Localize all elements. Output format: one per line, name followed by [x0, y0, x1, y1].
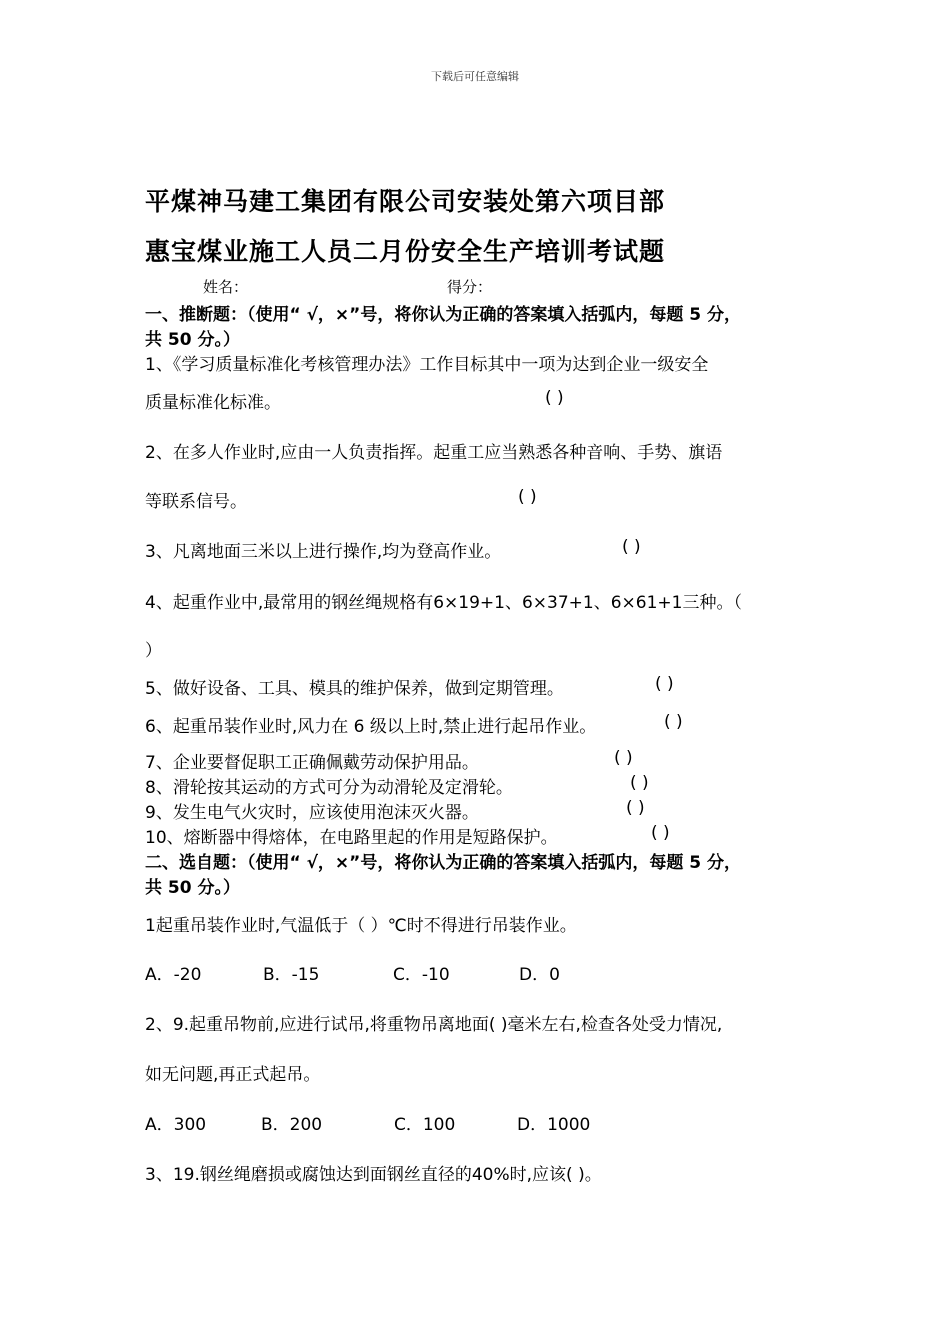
s2-q1: 1起重吊装作业时,气温低于（ ）℃时不得进行吊装作业。 [145, 916, 577, 936]
s1-q10: 10、熔断器中得熔体，在电路里起的作用是短路保护。 [145, 828, 558, 848]
s1-q9-answer-paren: ( ) [626, 798, 645, 818]
s1-q3: 3、凡离地面三米以上进行操作,均为登高作业。 [145, 542, 502, 562]
section2-heading-line2: 共 50 分。） [145, 878, 240, 898]
s2-q1-options [145, 960, 560, 985]
s1-q1-line1: 1、《学习质量标准化考核管理办法》工作目标其中一项为达到企业一级安全 [145, 355, 709, 375]
s1-q8-answer-paren: ( ) [630, 773, 649, 793]
s1-q7-answer-paren: ( ) [614, 748, 633, 768]
s1-q8: 8、滑轮按其运动的方式可分为动滑轮及定滑轮。 [145, 778, 513, 798]
section1-heading-line1: 一、推断题：（使用“ √，×”号，将你认为正确的答案填入括弧内，每题 5 分， [145, 305, 742, 325]
title-line-2: 惠宝煤业施工人员二月份安全生产培训考试题 [145, 237, 666, 266]
s1-q4-line1: 4、起重作业中,最常用的钢丝绳规格有6×19+1、6×37+1、6×61+1三种。（ [145, 593, 742, 613]
name-label: 姓名： [203, 278, 249, 296]
s2-q2-option-a: A．300 [145, 1115, 207, 1135]
s1-q5-answer-paren: ( ) [655, 674, 674, 694]
s1-q3-answer-paren: ( ) [622, 537, 641, 557]
s2-q3: 3、19.钢丝绳磨损或腐蚀达到面钢丝直径的40%时,应该( )。 [145, 1165, 602, 1185]
s1-q1-line2: 质量标准化标准。 [145, 393, 281, 413]
s1-q4-line2: ） [145, 641, 162, 661]
page-header: 下载后可任意编辑 [431, 70, 519, 83]
s2-q1-option-b: B．-15 [263, 965, 320, 985]
s1-q6-answer-paren: ( ) [664, 712, 683, 732]
s1-q9: 9、发生电气火灾时，应该使用泡沫灭火器。 [145, 803, 479, 823]
s2-q2-options [145, 1110, 590, 1135]
s2-q2-option-b: B．200 [261, 1115, 323, 1135]
s2-q1-option-a: A．-20 [145, 965, 202, 985]
s2-q2-line1: 2、9.起重吊物前,应进行试吊,将重物吊离地面( )毫米左右,检查各处受力情况, [145, 1015, 723, 1035]
title-line-1: 平煤神马建工集团有限公司安装处第六项目部 [145, 187, 666, 216]
s1-q2-line2: 等联系信号。 [145, 492, 247, 512]
s1-q5: 5、做好设备、工具、模具的维护保养，做到定期管理。 [145, 679, 564, 699]
s1-q2-answer-paren: ( ) [518, 487, 537, 507]
section1-heading-line2: 共 50 分。） [145, 330, 240, 350]
s1-q2-line1: 2、在多人作业时,应由一人负责指挥。起重工应当熟悉各种音响、手势、旗语 [145, 443, 723, 463]
section2-heading-line1: 二、选自题：（使用“ √，×”号，将你认为正确的答案填入括弧内，每题 5 分， [145, 853, 742, 873]
s2-q1-option-c: C．-10 [393, 965, 450, 985]
score-label: 得分： [447, 278, 493, 296]
s1-q6: 6、起重吊装作业时,风力在 6 级以上时,禁止进行起吊作业。 [145, 717, 597, 737]
s2-q2-line2: 如无问题,再正式起吊。 [145, 1065, 321, 1085]
s2-q1-option-d: D．0 [519, 965, 560, 985]
s2-q2-option-c: C．100 [394, 1115, 456, 1135]
s1-q7: 7、企业要督促职工正确佩戴劳动保护用品。 [145, 753, 479, 773]
s1-q10-answer-paren: ( ) [651, 823, 670, 843]
s1-q1-answer-paren: ( ) [545, 388, 564, 408]
s2-q2-option-d: D．1000 [517, 1115, 591, 1135]
